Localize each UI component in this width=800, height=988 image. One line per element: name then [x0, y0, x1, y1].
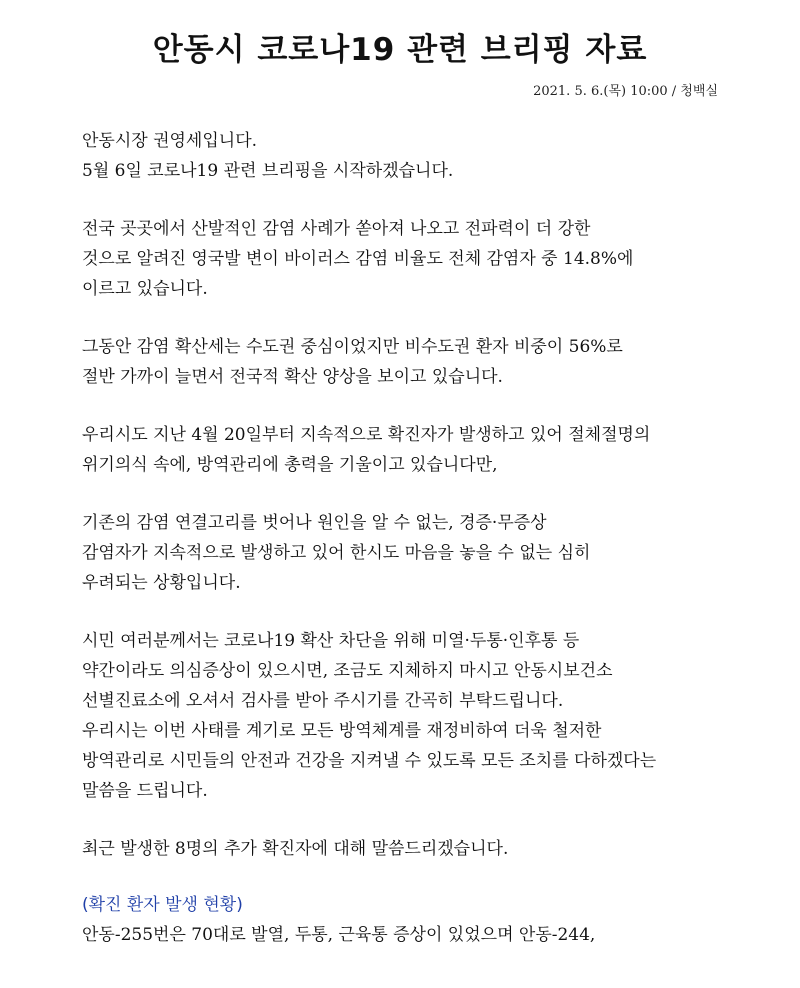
text-line: 이르고 있습니다. — [82, 279, 208, 299]
document-body — [82, 126, 732, 950]
text-line: 방역관리로 시민들의 안전과 건강을 지켜낼 수 있도록 모든 조치를 다하겠다는 — [82, 751, 657, 771]
paragraph-nationwide-spread — [82, 214, 732, 304]
text-line: 선별진료소에 오셔서 검사를 받아 주시기를 간곡히 부탁드립니다. — [82, 691, 564, 711]
paragraph-city-situation — [82, 420, 732, 480]
text-line: 말씀을 드립니다. — [82, 781, 208, 801]
text-line: 감염자가 지속적으로 발생하고 있어 한시도 마음을 놓을 수 없는 심히 — [82, 543, 591, 563]
text-line: 약간이라도 의심증상이 있으시면, 조금도 지체하지 마시고 안동시보건소 — [82, 661, 613, 681]
text-line: 시민 여러분께서는 코로나19 확산 차단을 위해 미열·두통·인후통 등 — [82, 631, 580, 651]
section-heading-case-status: (확진 환자 발생 현황) — [82, 895, 243, 915]
case-status-details — [82, 920, 732, 950]
text-line: 것으로 알려진 영국발 변이 바이러스 감염 비율도 전체 감염자 중 14.8%에 — [82, 249, 634, 269]
document-title: 안동시 코로나19 관련 브리핑 자료 — [152, 32, 648, 68]
text-line: 전국 곳곳에서 산발적인 감염 사례가 쏟아져 나오고 전파력이 더 강한 — [82, 219, 591, 239]
text-line: 그동안 감염 확산세는 수도권 중심이었지만 비수도권 환자 비중이 56%로 — [82, 337, 623, 357]
text-line: 안동시장 권영세입니다. — [82, 131, 258, 151]
text-line: 우려되는 상황입니다. — [82, 573, 241, 593]
text-line: 기존의 감염 연결고리를 벗어나 원인을 알 수 없는, 경증·무증상 — [82, 513, 547, 533]
text-line: 5월 6일 코로나19 관련 브리핑을 시작하겠습니다. — [82, 161, 454, 181]
text-line: 안동-255번은 70대로 발열, 두통, 근육통 증상이 있었으며 안동-244, — [82, 925, 596, 945]
dateline: 2021. 5. 6.(목) 10:00 / 청백실 — [533, 84, 718, 99]
paragraph-unknown-source — [82, 508, 732, 598]
text-line: 절반 가까이 늘면서 전국적 확산 양상을 보이고 있습니다. — [82, 367, 503, 387]
paragraph-greeting — [82, 126, 732, 186]
paragraph-citizen-request — [82, 626, 732, 806]
text-line: 우리시도 지난 4월 20일부터 지속적으로 확진자가 발생하고 있어 절체절명의 — [82, 425, 651, 445]
text-line: 우리시는 이번 사태를 계기로 모든 방역체계를 재정비하여 더욱 철저한 — [82, 721, 602, 741]
paragraph-new-cases-intro — [82, 834, 732, 864]
text-line: 위기의식 속에, 방역관리에 총력을 기울이고 있습니다만, — [82, 455, 498, 475]
text-line: 최근 발생한 8명의 추가 확진자에 대해 말씀드리겠습니다. — [82, 839, 509, 859]
paragraph-regional-share — [82, 332, 732, 392]
